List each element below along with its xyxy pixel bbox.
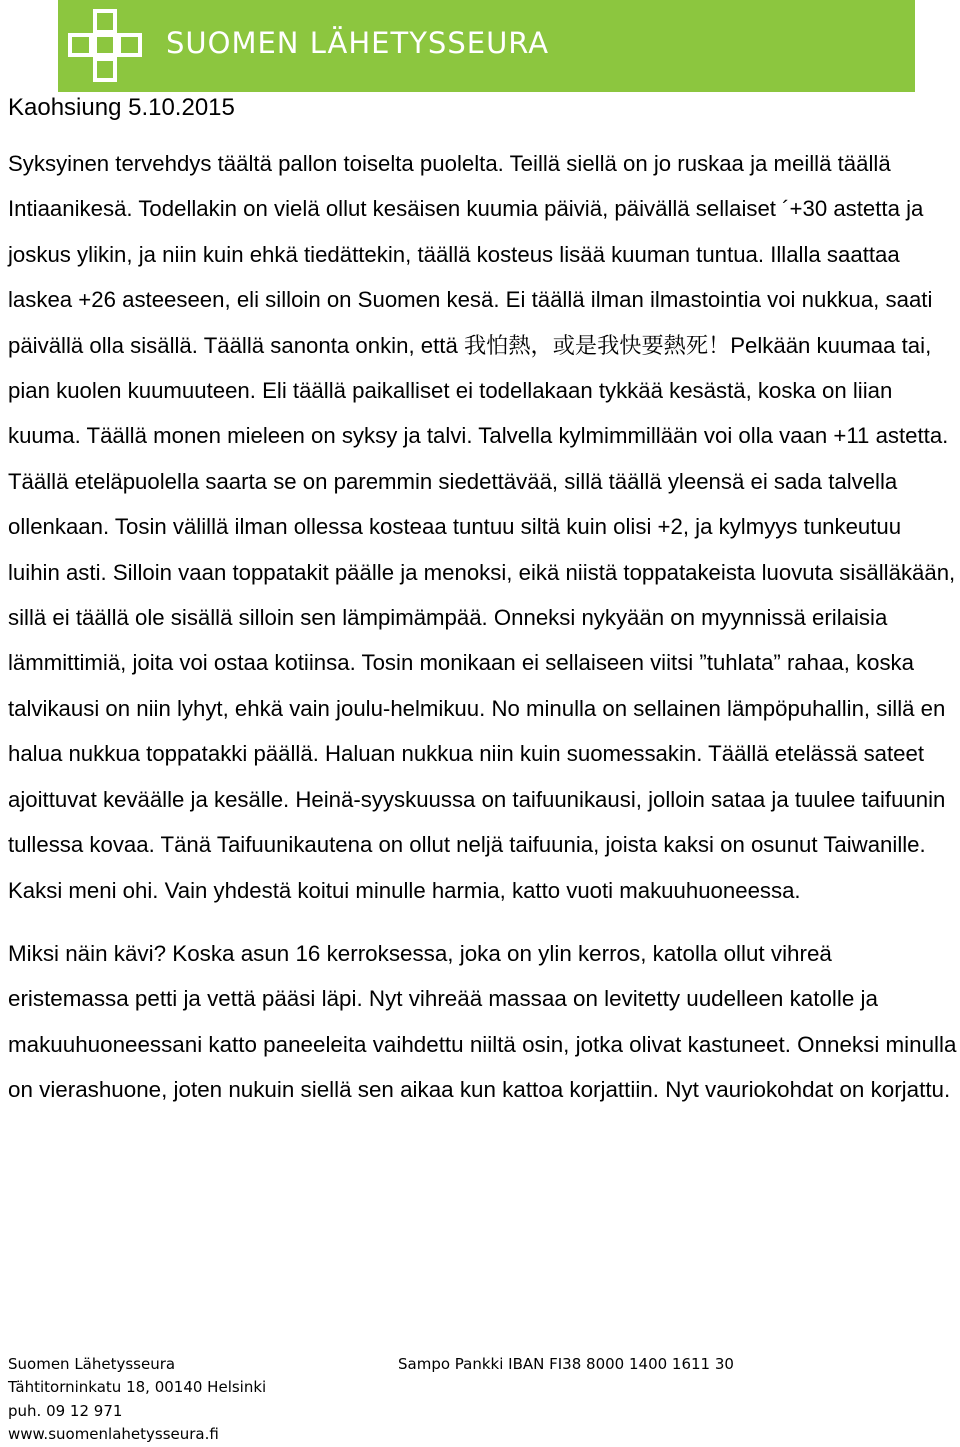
footer-phone: puh. 09 12 971: [8, 1401, 123, 1420]
organization-header: [58, 0, 915, 92]
footer-organization: Suomen Lähetysseura: [8, 1355, 176, 1373]
letter-paragraph: Syksyinen tervehdys täältä pallon toiselta puolelta. Teillä siellä on jo ruskaa ja meillä täällä Intiaanikesä. Todellakin on vielä ollut kesäisen kuumia päiviä, päivällä sellaiset ´+30 astetta ja joskus ylikin, ja niin kuin ehkä tiedättekin, täällä kosteus lisää kuuman tuntua. Illalla saattaa laskea +26 asteeseen, eli silloin on Suomen kesä. Ei täällä ilman ilmastointia voi nukkua, saati päivällä olla sisällä. Täällä sanonta onkin, että 我怕熱，或是我快要熱死！Pelkään kuumaa tai, pian kuolen kuumuuteen. Eli täällä paikalliset ei todellakaan tykkää kesästä, koska on liian kuuma. Täällä monen mieleen on syksy ja talvi. Talvella kylmimmillään voi olla vaan +11 astetta. Täällä eteläpuolella saarta se on paremmin siedettävää, sillä täällä yleensä ei sada talvella ollenkaan. Tosin välillä ilman ollessa kosteaa tuntuu siltä kuin olisi +2, ja kylmyys tunkeutuu luihin asti. Silloin vaan toppatakit päälle ja menoksi, eikä niistä toppatakeista luovuta sisälläkään, sillä ei täällä ole sisällä silloin sen lämpimämpää. Onneksi nykyään on myynnissä erilaisia lämmittimiä, joita voi ostaa kotiinsa. Tosin monikaan ei sellaiseen viitsi ”tuhlata” rahaa, koska talvikausi on niin lyhyt, ehkä vain joulu-helmikuu. No minulla on sellainen lämpöpuhallin, sillä en halua nukkua toppatakki päällä. Haluan nukkua niin kuin suomessakin. Täällä etelässä sateet ajoittuvat keväälle ja kesälle. Heinä-syyskuussa on taifuunikausi, jolloin sataa ja tuulee taifuunin tullessa kovaa. Tänä Taifuunikautena on ollut neljä taifuunia, joista kaksi on osunut Taiwanille. Kaksi meni ohi. Vain yhdestä koitui minulle harmia, katto vuoti makuuhuoneessa.: [8, 151, 956, 903]
organization-name: SUOMEN LÄHETYSSEURA: [166, 26, 550, 60]
footer-website: www.suomenlahetysseura.fi: [8, 1425, 219, 1444]
place-and-date: Kaohsiung 5.10.2015: [8, 94, 235, 121]
letter-paragraph: Miksi näin kävi? Koska asun 16 kerroksessa, joka on ylin kerros, katolla ollut vihreä eristemassa petti ja vettä pääsi läpi. Nyt vihreää massaa on levitetty uudelleen katolle ja makuuhuoneessani katto paneeleita vaihdettu niiltä osin, jotka olivat kastuneet. Onneksi minulla on vierashuone, joten nukuin siellä sen aikaa kun kattoa korjattiin. Nyt vauriokohdat on korjattu.: [8, 940, 957, 1103]
cross-icon: [64, 8, 146, 84]
letter-body: [8, 141, 958, 1113]
bank-account: Sampo Pankki IBAN FI38 8000 1400 1611 30: [398, 1355, 734, 1373]
footer-address: Tähtitorninkatu 18, 00140 Helsinki: [8, 1378, 267, 1397]
contact-details: [8, 1353, 388, 1447]
